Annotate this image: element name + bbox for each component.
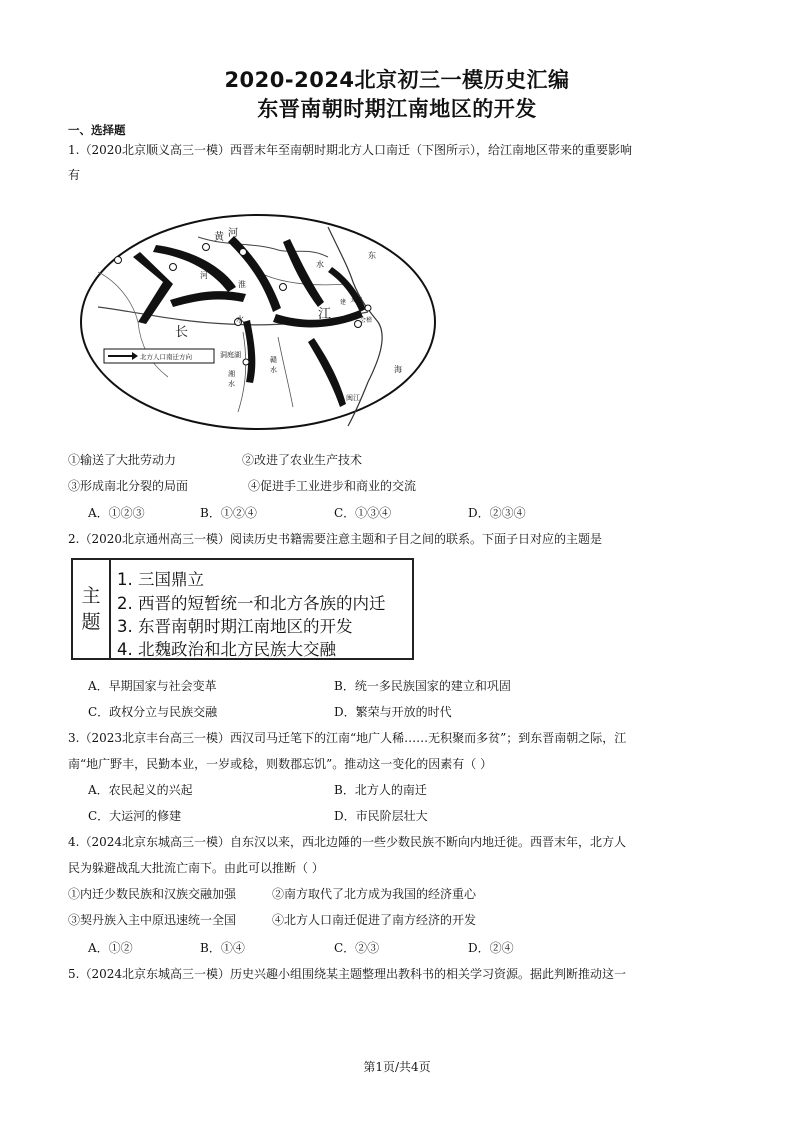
q4-statement-3: ③契丹族入主中原迅速统一全国 [68, 913, 237, 927]
q5-stem-line1: 5.（2024北京东城高三一模）历史兴趣小组围绕某主题整理出教科书的相关学习资源。据此判断推动这一 [68, 967, 626, 981]
topic-box-head-char1: 主 [81, 585, 101, 607]
q1-statement-3: ③形成南北分裂的局面 [68, 479, 189, 493]
page-footer: 第1页/共4页 [363, 1060, 431, 1074]
q3-option-a[interactable]: A．农民起义的兴起 [88, 783, 193, 797]
section-heading: 一、选择题 [68, 123, 126, 137]
topic-box-head-char2: 题 [81, 611, 101, 633]
topic-item-1: 1. 三国鼎立 [117, 570, 204, 589]
q3-option-d[interactable]: D．市民阶层壮大 [334, 809, 428, 823]
topic-box [71, 558, 414, 660]
q1-statement-1: ①输送了大批劳动力 [68, 453, 177, 467]
q4-option-b[interactable]: B．①④ [200, 941, 245, 955]
map-label-jian: 建 [340, 299, 347, 306]
topic-item-4: 4. 北魏政治和北方民族大交融 [117, 640, 336, 659]
q1-statement-2: ②改进了农业生产技术 [242, 453, 363, 467]
q1-option-b[interactable]: B．①②④ [200, 506, 257, 520]
map-label-xiang: 湘 [228, 370, 235, 378]
q2-option-d[interactable]: D．繁荣与开放的时代 [334, 705, 452, 719]
q1-option-a[interactable]: A．①②③ [88, 506, 145, 520]
map-label-he: 河 [228, 228, 238, 239]
q1-option-c[interactable]: C．①③④ [334, 506, 392, 520]
q1-stem-line2: 有 [68, 168, 81, 182]
q4-statement-2: ②南方取代了北方成为我国的经济重心 [272, 887, 477, 901]
q4-option-d[interactable]: D．②④ [468, 941, 514, 955]
map-label-chang: 长 [175, 325, 189, 340]
map-label-jiang: 江 [318, 307, 332, 322]
q3-stem-line2: 南“地广野丰，民勤本业，一岁或稔，则数郡忘饥”。推动这一变化的因素有（ ） [68, 757, 493, 771]
topic-box-head [73, 560, 111, 658]
q1-statement-4: ④促进手工业进步和商业的交流 [248, 479, 417, 493]
map-label-dong: 东 [368, 251, 376, 260]
map-legend-label: 北方人口南迁方向 [140, 353, 192, 361]
map-label-shui2: 水 [236, 315, 244, 324]
q2-option-c[interactable]: C．政权分立与民族交融 [88, 705, 218, 719]
map-label-gan: 赣 [270, 356, 277, 364]
map-label-hai: 海 [394, 365, 402, 374]
topic-item-3: 3. 东晋南朝时期江南地区的开发 [117, 617, 353, 636]
map-label-he2: 河 [200, 271, 208, 280]
map-label-minjiang: 闽江 [346, 394, 360, 402]
map-label-huang: 黄 [214, 232, 224, 243]
migration-map [78, 212, 438, 432]
map-label-shui4: 水 [270, 366, 277, 374]
map-label-shui3: 水 [228, 380, 235, 388]
map-label-shui: 水 [316, 260, 324, 269]
q3-option-c[interactable]: C．大运河的修建 [88, 809, 182, 823]
q2-stem-line1: 2.（2020北京通州高三一模）阅读历史书籍需要注意主题和子目之间的联系。下面子日对应的主题是 [68, 532, 602, 546]
q4-option-a[interactable]: A．①② [88, 941, 133, 955]
q1-stem-line1: 1.（2020北京顺义高三一模）西晋末年至南朝时期北方人口南迁（下图所示），给江南地区带来的重要影响 [68, 143, 632, 157]
q4-option-c[interactable]: C．②③ [334, 941, 380, 955]
topic-item-2: 2. 西晋的短暂统一和北方各族的内迁 [117, 594, 386, 613]
q3-stem-line1: 3.（2023北京丰台高三一模）西汉司马迁笔下的江南“地广人稀……无积聚而多贫”；到东晋南朝之际，江 [68, 731, 627, 745]
q4-statement-4: ④北方人口南迁促进了南方经济的开发 [272, 913, 477, 927]
map-label-huai: 淮 [238, 280, 246, 289]
q2-option-b[interactable]: B．统一多民族国家的建立和巩固 [334, 679, 511, 693]
doc-subtitle: 东晋南朝时期江南地区的开发 [257, 97, 537, 121]
map-label-taihu: 太湖 [350, 297, 363, 304]
q1-option-d[interactable]: D．②③④ [468, 506, 526, 520]
map-label-dongtinghu: 洞庭湖 [220, 351, 241, 359]
q4-stem-line2: 民为躲避战乱大批流亡南下。由此可以推断（ ） [68, 861, 324, 875]
q2-option-a[interactable]: A．早期国家与社会变革 [88, 679, 217, 693]
doc-title: 2020-2024北京初三一模历史汇编 [224, 68, 570, 92]
q4-stem-line1: 4.（2024北京东城高三一模）自东汉以来，西北边陲的一些少数民族不断向内地迁徙。西晋末年，北方人 [68, 835, 626, 849]
map-label-kuaiji: 会稽 [360, 317, 373, 324]
q4-statement-1: ①内迁少数民族和汉族交融加强 [68, 887, 237, 901]
q3-option-b[interactable]: B．北方人的南迁 [334, 783, 427, 797]
